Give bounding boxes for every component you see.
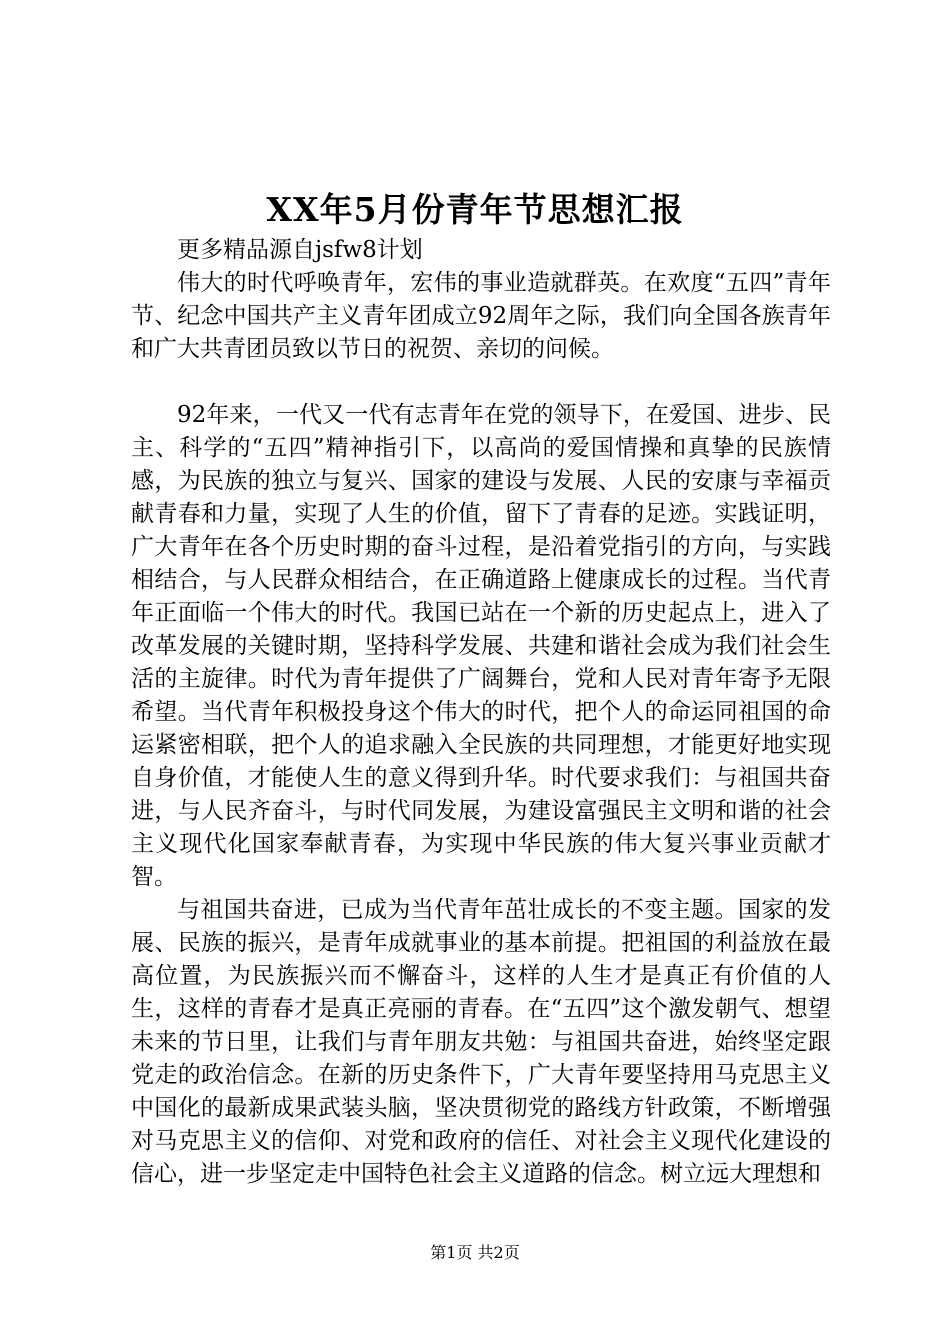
document-body: [131, 234, 831, 1191]
paragraph-history: 92年来，一代又一代有志青年在党的领导下，在爱国、进步、民主、科学的“五四”精神指引下，以高尚的爱国情操和真挚的民族情感，为民族的独立与复兴、国家的建设与发展、人民的安康与幸福贡献青春和力量，实现了人生的价值，留下了青春的足迹。实践证明，广大青年在各个历史时期的奋斗过程，是沿着党指引的方向，与实践相结合，与人民群众相结合，在正确道路上健康成长的过程。当代青年正面临一个伟大的时代。我国已站在一个新的历史起点上，进入了改革发展的关键时期，坚持科学发展、共建和谐社会成为我们社会生活的主旋律。时代为青年提供了广阔舞台，党和人民对青年寄予无限希望。当代青年积极投身这个伟大的时代，把个人的命运同祖国的命运紧密相联，把个人的追求融入全民族的共同理想，才能更好地实现自身价值，才能使人生的意义得到升华。时代要求我们：与祖国共奋进，与人民齐奋斗，与时代同发展，为建设富强民主文明和谐的社会主义现代化国家奉献青春，为实现中华民族的伟大复兴事业贡献才智。: [131, 402, 831, 890]
paragraph-blank: [131, 366, 831, 399]
page-footer: 第1页 共2页: [430, 1243, 520, 1262]
paragraph-source-note: 更多精品源自jsfw8计划: [177, 237, 423, 263]
paragraph-motherland: 与祖国共奋进，已成为当代青年茁壮成长的不变主题。国家的发展、民族的振兴，是青年成就事业的基本前提。把祖国的利益放在最高位置，为民族振兴而不懈奋斗，这样的人生才是真正有价值的人生，这样的青春才是真正亮丽的青春。在“五四”这个激发朝气、想望未来的节日里，让我们与青年朋友共勉：与祖国共奋进，始终坚定跟党走的政治信念。在新的历史条件下，广大青年要坚持用马克思主义中国化的最新成果武装头脑，坚决贯彻党的路线方针政策，不断增强对马克思主义的信仰、对党和政府的信任、对社会主义现代化建设的信心，进一步坚定走中国特色社会主义道路的信念。树立远大理想和: [131, 897, 831, 1187]
document-title: XX年5月份青年节思想汇报: [266, 190, 684, 229]
paragraph-intro: 伟大的时代呼唤青年，宏伟的事业造就群英。在欢度“五四”青年节、纪念中国共产主义青年团成立92周年之际，我们向全国各族青年和广大共青团员致以节日的祝贺、亲切的问候。: [131, 270, 831, 362]
